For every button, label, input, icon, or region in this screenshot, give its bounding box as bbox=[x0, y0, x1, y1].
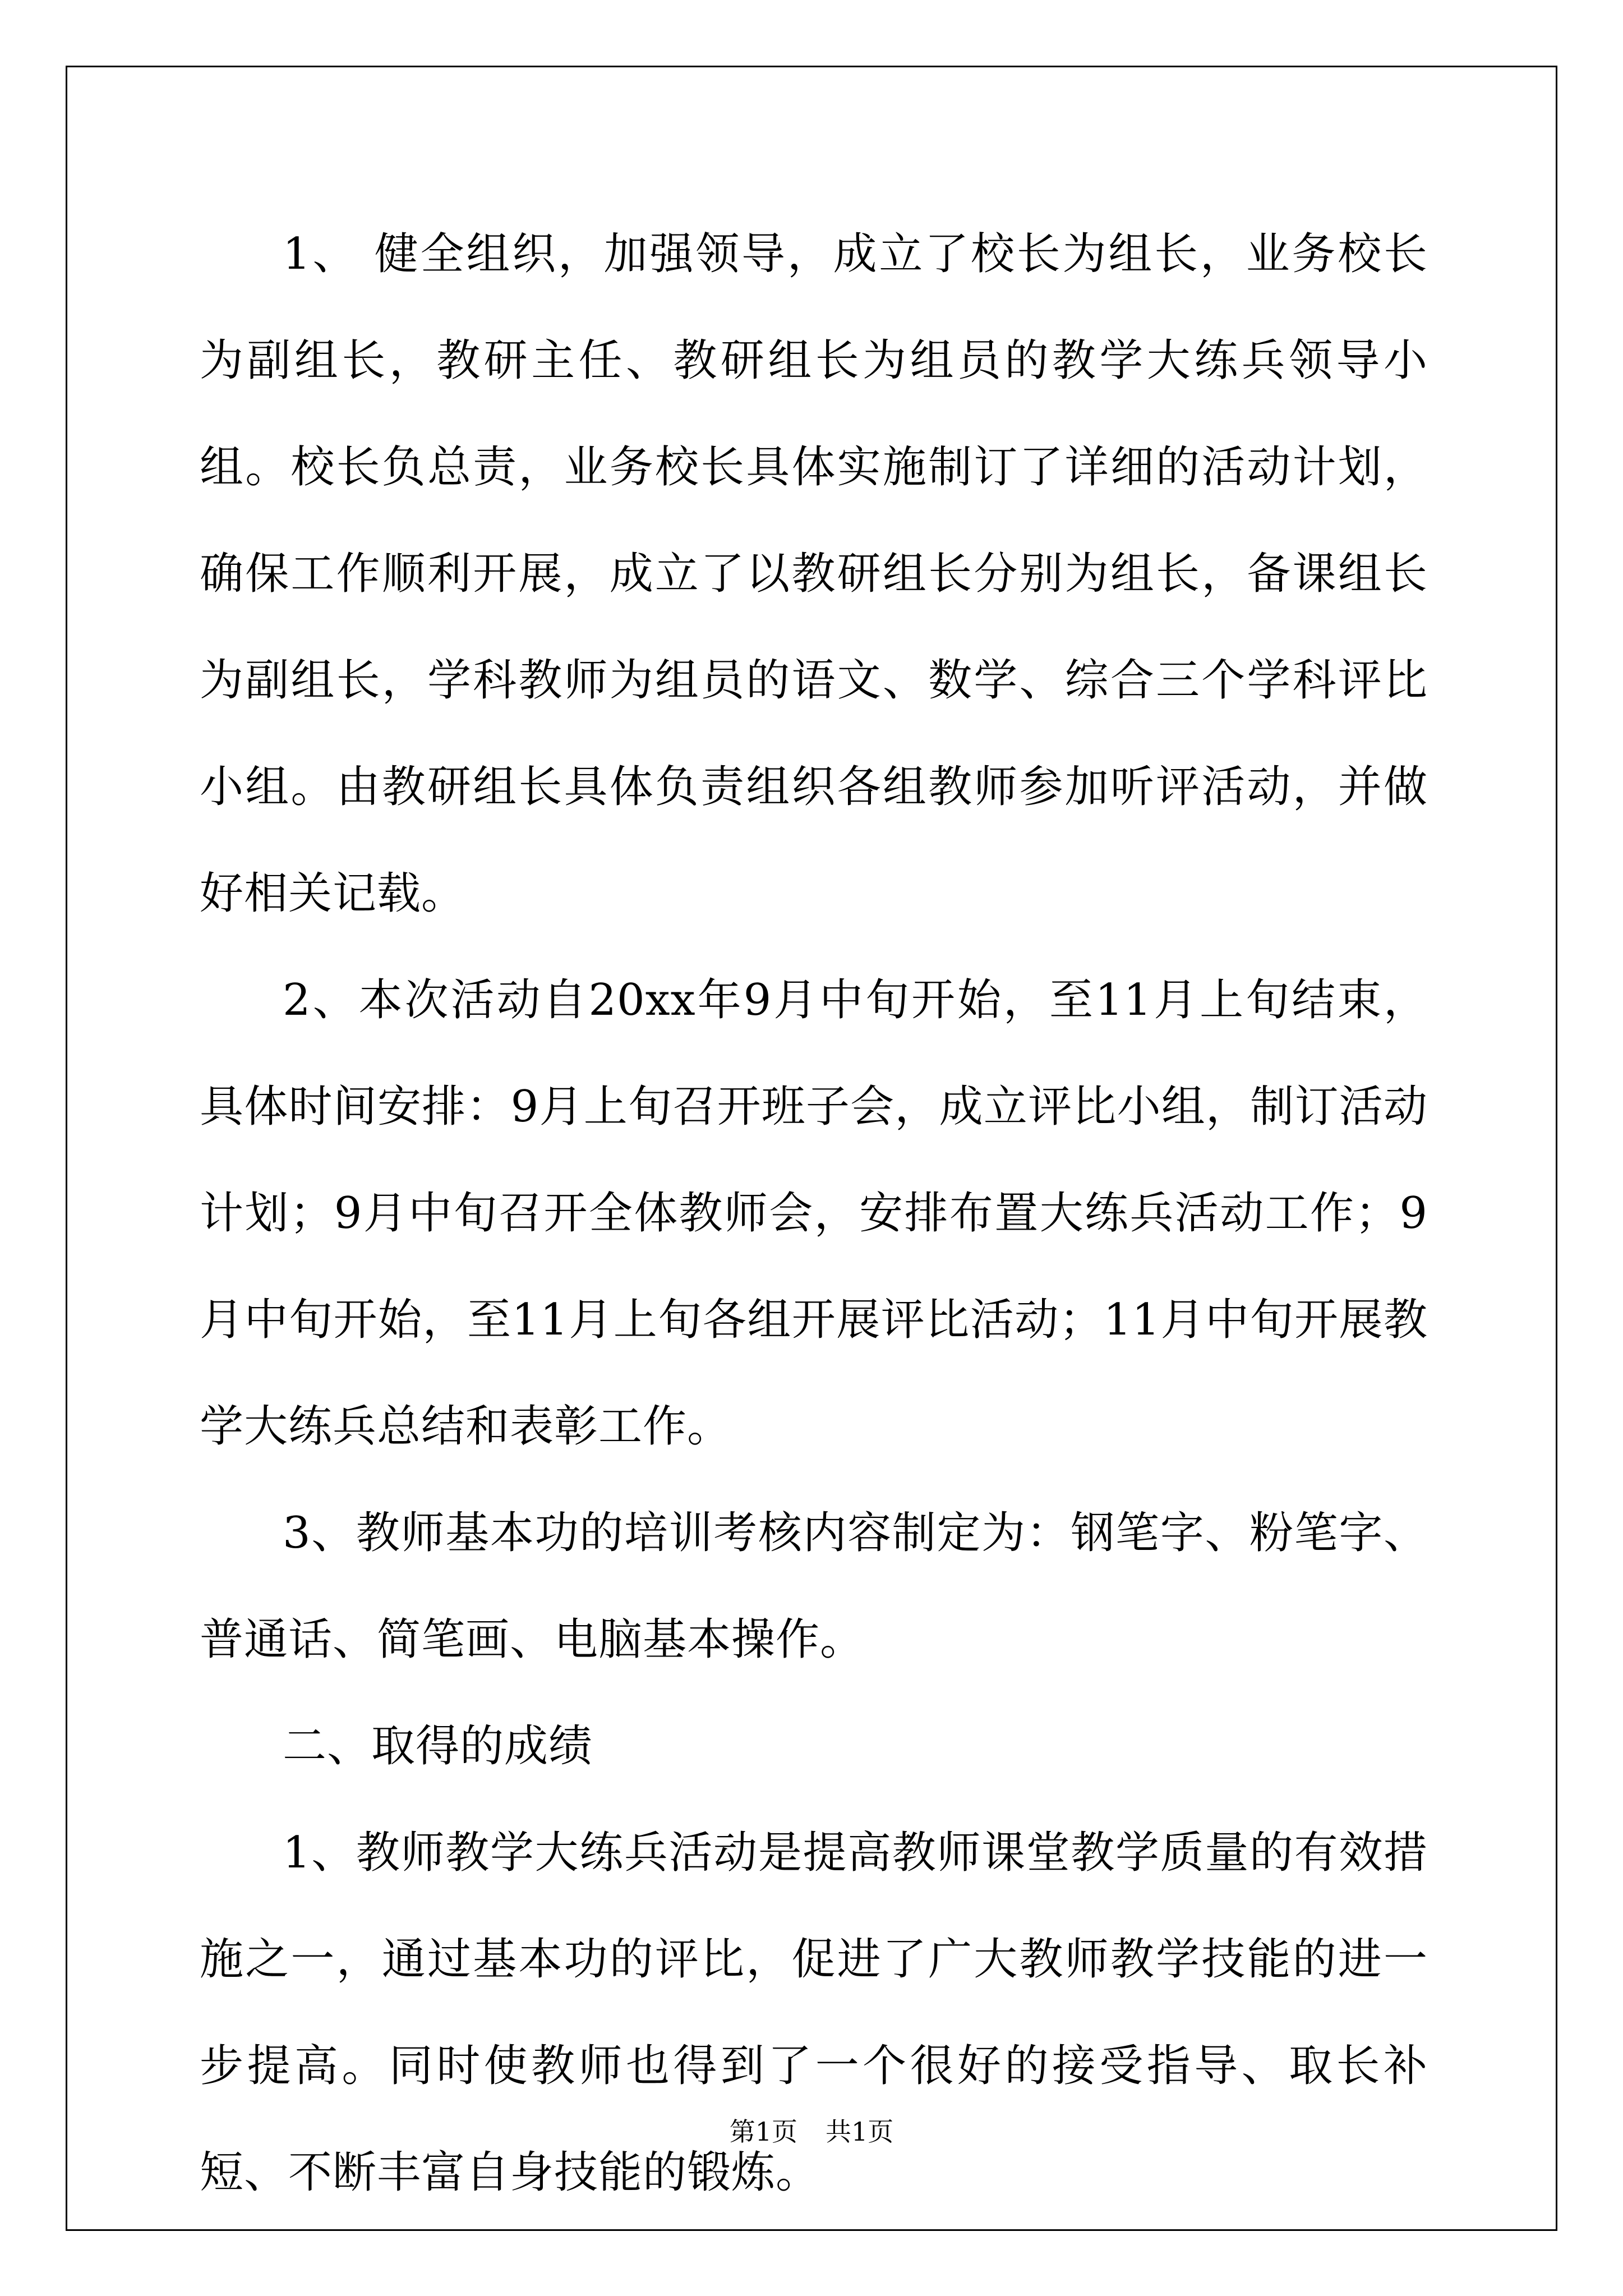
paragraph-1: 1、 健全组织，加强领导，成立了校长为组长，业务校长为副组长，教研主任、教研组长为组员的教学大练兵领导小组。校长负总责，业务校长具体实施制订了详细的活动计划，确保工作顺利开展，成立了以教研组长分别为组长，备课组长为副组长，学科教师为组员的语文、数学、综合三个学科评比小组。由教研组长具体负责组织各组教师参加听评活动，并做好相关记载。 bbox=[200, 229, 1428, 919]
paragraph-3: 3、教师基本功的培训考核内容制定为：钢笔字、粉笔字、普通话、简笔画、电脑基本操作。 bbox=[200, 1508, 1428, 1665]
page-number-current: 第1页 bbox=[729, 2116, 797, 2147]
page-number-total: 共1页 bbox=[826, 2116, 894, 2147]
paragraph-4: 1、教师教学大练兵活动是提高教师课堂教学质量的有效措施之一，通过基本功的评比，促进了广大教师教学技能的进一步提高。同时使教师也得到了一个很好的接受指导、取长补短、不断丰富自身技能的锻炼。 bbox=[200, 1828, 1428, 2198]
section-heading: 二、取得的成绩 bbox=[283, 1721, 593, 1772]
page-footer bbox=[0, 2115, 1623, 2148]
paragraph-2: 2、本次活动自20xx年9月中旬开始，至11月上旬结束，具体时间安排：9月上旬召开班子会，成立评比小组，制订活动计划；9月中旬召开全体教师会，安排布置大练兵活动工作；9月中旬开始，至11月上旬各组开展评比活动；11月中旬开展教学大练兵总结和表彰工作。 bbox=[200, 975, 1428, 1452]
document-body bbox=[200, 201, 1428, 2226]
